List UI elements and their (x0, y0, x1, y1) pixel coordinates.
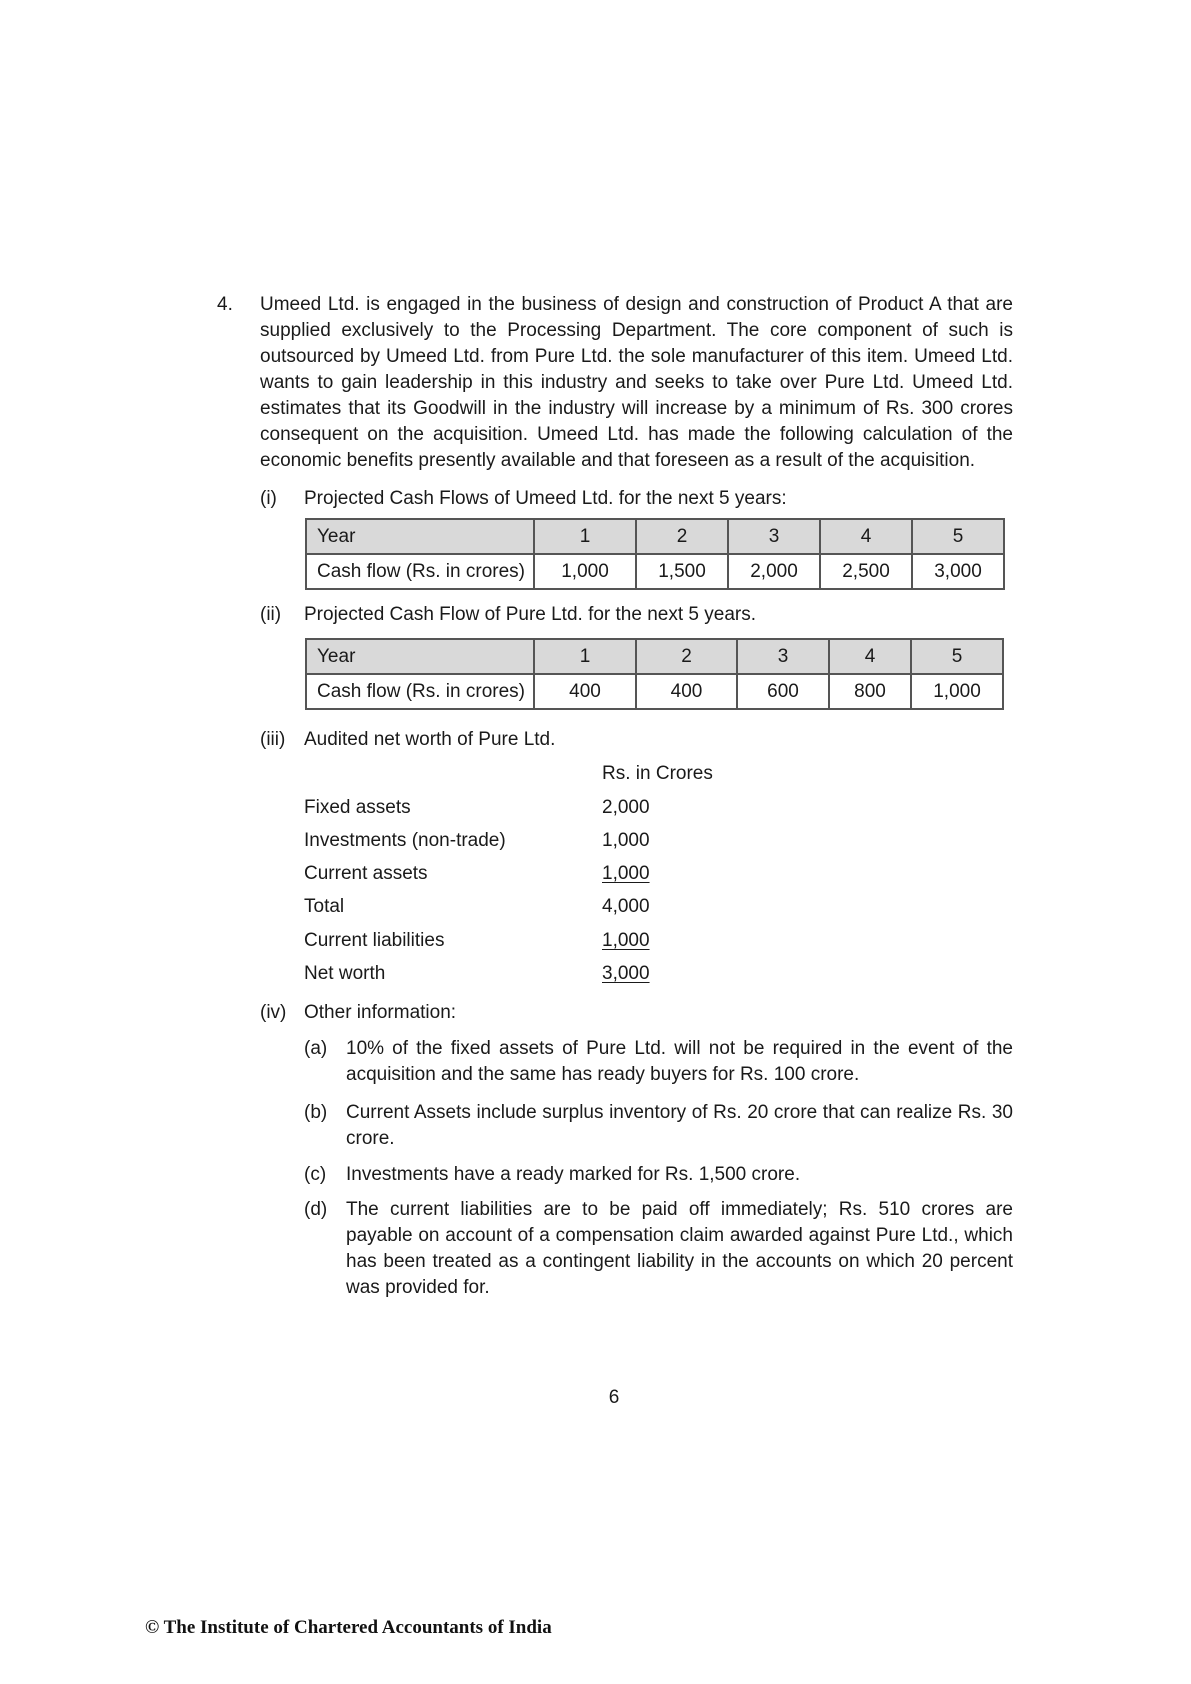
point-c-text: Investments have a ready marked for Rs. 1,500 crore. (346, 1164, 801, 1185)
question-intro: Umeed Ltd. is engaged in the business of design and construction of Product A that are supplied exclusively to the Processing Department. The core component of such is outsourced by Umeed Ltd. from Pure Ltd. the sole manufacturer of this item. Umeed Ltd. wants to gain leadership in this industry and seeks to take over Pure Ltd. Umeed Ltd. estimates that its Goodwill in the industry will increase by a minimum of Rs. 300 crores consequent on the acquisition. Umeed Ltd. has made the following calculation of the economic benefits presently available and that foreseen as a result of the acquisition. (260, 294, 1013, 471)
cash-flow-cell: 400 (534, 674, 636, 709)
net-worth-row-value: 2,000 (602, 797, 650, 818)
cash-flow-cell: 2,000 (728, 554, 820, 589)
umeed-cash-flow-table (305, 518, 1005, 590)
cash-flow-cell: 2,500 (820, 554, 912, 589)
net-worth-row-label: Current liabilities (304, 930, 445, 951)
point-a-label: (a) (304, 1038, 328, 1059)
net-worth-column-header: Rs. in Crores (602, 763, 713, 784)
cash-flow-cell: 3,000 (912, 554, 1004, 589)
year-cell: 2 (636, 519, 728, 554)
net-worth-row-value: 4,000 (602, 896, 650, 917)
year-cell: 1 (534, 519, 636, 554)
year-header: Year (306, 639, 534, 674)
net-worth-row-label: Total (304, 896, 345, 917)
cash-flow-row-label: Cash flow (Rs. in crores) (306, 674, 534, 709)
footer-copyright: © The Institute of Chartered Accountants of India (145, 1617, 552, 1638)
pure-cash-flow-table (305, 638, 1004, 710)
year-cell: 3 (737, 639, 829, 674)
part-iv-label: (iv) (260, 1002, 287, 1023)
part-i-label: (i) (260, 488, 277, 509)
year-cell: 5 (911, 639, 1003, 674)
point-c-label: (c) (304, 1164, 327, 1185)
point-b-label: (b) (304, 1102, 328, 1123)
page-number: 6 (608, 1387, 620, 1408)
net-worth-row-value: 1,000 (602, 863, 650, 884)
year-header: Year (306, 519, 534, 554)
year-cell: 1 (534, 639, 636, 674)
part-ii-label: (ii) (260, 604, 282, 625)
net-worth-row-value: 3,000 (602, 963, 650, 984)
net-worth-row-value: 1,000 (602, 830, 650, 851)
table-header-row (306, 639, 1003, 674)
table-header-row (306, 519, 1004, 554)
cash-flow-cell: 800 (829, 674, 911, 709)
year-cell: 4 (829, 639, 911, 674)
cash-flow-cell: 400 (636, 674, 737, 709)
part-ii-text: Projected Cash Flow of Pure Ltd. for the next 5 years. (304, 604, 757, 625)
year-cell: 5 (912, 519, 1004, 554)
net-worth-row-label: Current assets (304, 863, 428, 884)
part-iii-text: Audited net worth of Pure Ltd. (304, 729, 556, 750)
table-row (306, 554, 1004, 589)
point-d-label: (d) (304, 1199, 328, 1220)
question-number: 4. (217, 294, 233, 315)
year-cell: 4 (820, 519, 912, 554)
net-worth-row-label: Investments (non-trade) (304, 830, 506, 851)
part-iv-text: Other information: (304, 1002, 457, 1023)
cash-flow-cell: 1,000 (911, 674, 1003, 709)
part-iii-label: (iii) (260, 729, 286, 750)
year-cell: 3 (728, 519, 820, 554)
net-worth-row-label: Net worth (304, 963, 386, 984)
cash-flow-cell: 1,500 (636, 554, 728, 589)
net-worth-row-label: Fixed assets (304, 797, 411, 818)
year-cell: 2 (636, 639, 737, 674)
part-i-text: Projected Cash Flows of Umeed Ltd. for the next 5 years: (304, 488, 787, 509)
table-row (306, 674, 1003, 709)
point-b-text: Current Assets include surplus inventory of Rs. 20 crore that can realize Rs. 30 crore. (346, 1102, 1013, 1149)
cash-flow-row-label: Cash flow (Rs. in crores) (306, 554, 534, 589)
point-d-text: The current liabilities are to be paid off immediately; Rs. 510 crores are payable on account of a compensation claim awarded against Pure Ltd., which has been treated as a contingent liability in the accounts on which 20 percent was provided for. (346, 1199, 1013, 1298)
net-worth-row-value: 1,000 (602, 930, 650, 951)
point-a-text: 10% of the fixed assets of Pure Ltd. will not be required in the event of the acquisition and the same has ready buyers for Rs. 100 crore. (346, 1038, 1013, 1085)
cash-flow-cell: 1,000 (534, 554, 636, 589)
cash-flow-cell: 600 (737, 674, 829, 709)
